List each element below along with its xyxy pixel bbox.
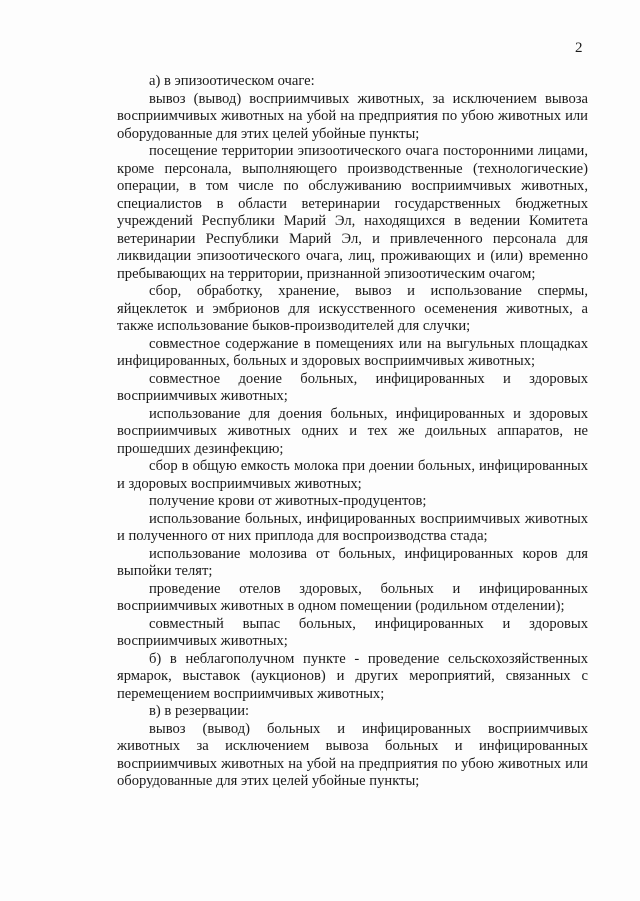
page-number: 2	[575, 40, 583, 56]
paragraph: использование для доения больных, инфицированных и здоровых восприимчивых животных одних и тех же доильных аппаратов, не прошедших дезинфекцию;	[117, 405, 588, 457]
paragraph: совместное содержание в помещениях или на выгульных площадках инфицированных, больных и здоровых восприимчивых животных;	[117, 335, 588, 369]
paragraph: использование больных, инфицированных восприимчивых животных и полученного от них приплода для воспроизводства стада;	[117, 510, 588, 544]
paragraph: б) в неблагополучном пункте - проведение сельскохозяйственных ярмарок, выставок (аукционов) и других мероприятий, связанных с перемещением восприимчивых животных;	[117, 650, 588, 702]
paragraph: проведение отелов здоровых, больных и инфицированных восприимчивых животных в одном помещении (родильном отделении);	[117, 580, 588, 614]
paragraph: вывоз (вывод) больных и инфицированных восприимчивых животных за исключением вывоза больных и инфицированных восприимчивых животных на убой на предприятия по убою животных или оборудованные для этих целей убойные пункты;	[117, 720, 588, 789]
paragraph: получение крови от животных-продуцентов;	[149, 493, 427, 509]
paragraph: использование молозива от больных, инфицированных коров для выпойки телят;	[117, 545, 588, 579]
paragraph: совместный выпас больных, инфицированных и здоровых восприимчивых животных;	[117, 615, 588, 649]
paragraph: сбор в общую емкость молока при доении больных, инфицированных и здоровых восприимчивых животных;	[117, 458, 588, 492]
paragraph: в) в резервации:	[149, 703, 250, 719]
paragraph: посещение территории эпизоотического очага посторонними лицами, кроме персонала, выполняющего производственные (технологические) операции, в том числе по обслуживанию восприимчивых животных, специалистов в области ветеринарии государственных бюджетных учреждений Республики Марий Эл, находящихся в ведении Комитета ветеринарии Республики Марий Эл, и привлеченного персонала для ликвидации эпизоотического очага, лиц, проживающих и (или) временно пребывающих на территории, признанной эпизоотическим очагом;	[117, 143, 588, 282]
document-body	[117, 73, 588, 791]
paragraph: совместное доение больных, инфицированных и здоровых восприимчивых животных;	[117, 370, 588, 404]
paragraph: а) в эпизоотическом очаге:	[149, 73, 315, 89]
paragraph: вывоз (вывод) восприимчивых животных, за исключением вывоза восприимчивых животных на убой на предприятия по убою животных или оборудованные для этих целей убойные пункты;	[117, 90, 588, 142]
paragraph: сбор, обработку, хранение, вывоз и использование спермы, яйцеклеток и эмбрионов для искусственного осеменения животных, а также использование быков-производителей для случки;	[117, 283, 588, 334]
